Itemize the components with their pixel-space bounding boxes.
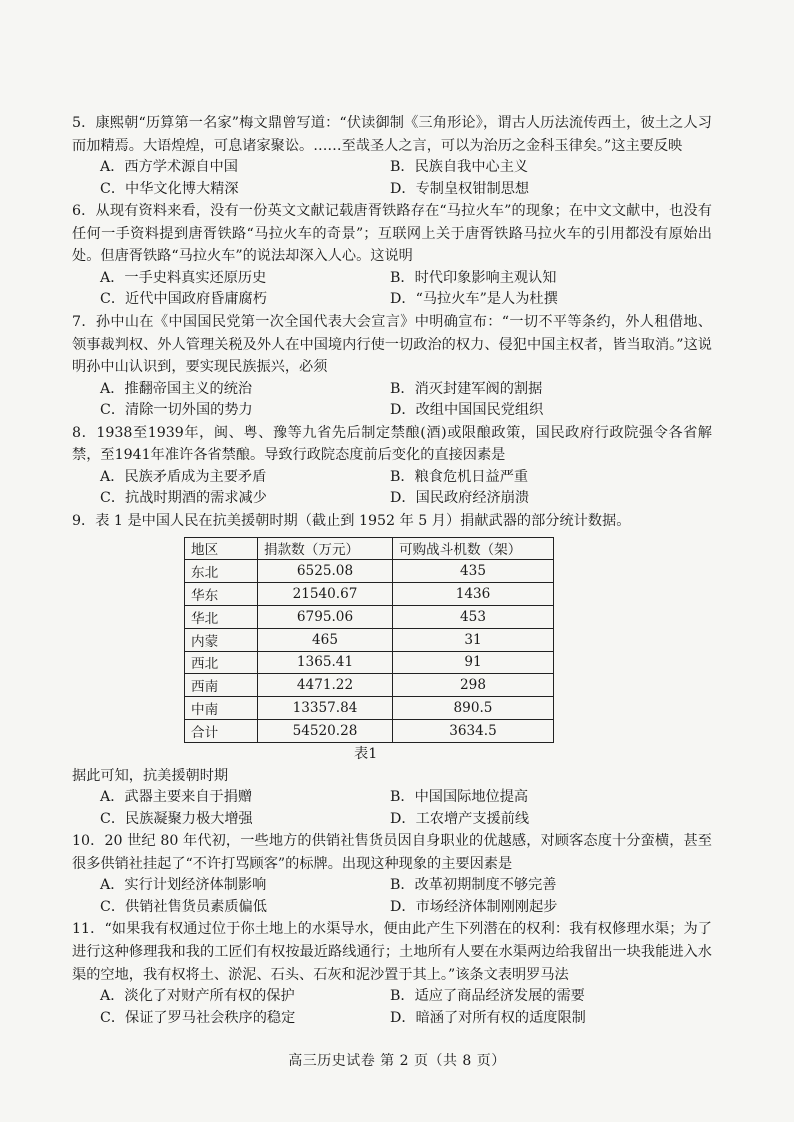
option-d[interactable]: D．改组中国国民党组织 bbox=[390, 402, 544, 419]
question-6-options bbox=[72, 268, 712, 311]
table-cell: 合计 bbox=[185, 719, 258, 742]
table-cell: 465 bbox=[258, 628, 393, 651]
table-cell: 1365.41 bbox=[258, 651, 393, 674]
table-cell: 6525.08 bbox=[258, 560, 393, 583]
question-10 bbox=[72, 830, 712, 918]
option-a[interactable]: A．淡化了对财产所有权的保护 bbox=[100, 988, 295, 1005]
page-footer: 高三历史试卷 第 2 页（共 8 页） bbox=[288, 1053, 506, 1069]
table-cell: 13357.84 bbox=[258, 697, 393, 720]
table-cell: 西北 bbox=[185, 651, 258, 674]
option-a[interactable]: A．实行计划经济体制影响 bbox=[100, 877, 267, 894]
question-7 bbox=[72, 311, 712, 422]
table-cell: 西南 bbox=[185, 674, 258, 697]
option-b[interactable]: B．适应了商品经济发展的需要 bbox=[390, 988, 585, 1005]
option-c[interactable]: C．中华文化博大精深 bbox=[100, 180, 239, 197]
table-row bbox=[185, 651, 554, 674]
table-header-row bbox=[185, 537, 554, 560]
question-8 bbox=[72, 422, 712, 510]
table-cell: 内蒙 bbox=[185, 628, 258, 651]
option-d[interactable]: D．国民政府经济崩溃 bbox=[390, 490, 530, 507]
table-cell: 54520.28 bbox=[258, 719, 393, 742]
option-d[interactable]: D．市场经济体制刚刚起步 bbox=[390, 898, 558, 915]
table-cell: 3634.5 bbox=[393, 719, 554, 742]
question-11 bbox=[72, 918, 712, 1029]
option-a[interactable]: A．民族矛盾成为主要矛盾 bbox=[100, 468, 267, 485]
table-row bbox=[185, 605, 554, 628]
table-row bbox=[185, 560, 554, 583]
table-row bbox=[185, 697, 554, 720]
question-7-options bbox=[72, 379, 712, 422]
column-header-aircraft: 可购战斗机数（架） bbox=[393, 537, 554, 560]
table-cell: 31 bbox=[393, 628, 554, 651]
option-b[interactable]: B．消灭封建军阀的割据 bbox=[390, 380, 543, 397]
question-8-options bbox=[72, 467, 712, 510]
option-b[interactable]: B．粮食危机日益严重 bbox=[390, 468, 529, 485]
option-c[interactable]: C．抗战时期酒的需求减少 bbox=[100, 490, 267, 507]
question-9 bbox=[72, 510, 712, 830]
option-b[interactable]: B．中国国际地位提高 bbox=[390, 789, 529, 806]
table-cell: 东北 bbox=[185, 560, 258, 583]
question-11-stem: 11．“如果我有权通过位于你土地上的水渠导水，便由此产生下列潜在的权利：我有权修理水渠；为了进行这种修理我和我的工匠们有权按最近路线通行；土地所有人要在水渠两边给我留出一块我能进入水渠的空地，我有权将土、淤泥、石头、石灰和泥沙置于其上。”该条文表明罗马法 bbox=[72, 921, 712, 983]
table-cell: 453 bbox=[393, 605, 554, 628]
question-5-stem: 5．康熙朝“历算第一名家”梅文鼎曾写道：“伏读御制《三角形论》，谓古人历法流传西土，彼土之人习而加精焉。大语煌煌，可息诸家聚讼。……至哉圣人之言，可以为治历之金科玉律矣。”这主要反映 bbox=[72, 115, 712, 154]
option-d[interactable]: D．“马拉火车”是人为杜撰 bbox=[390, 291, 558, 308]
table-cell: 890.5 bbox=[393, 697, 554, 720]
option-c[interactable]: C．民族凝聚力极大增强 bbox=[100, 810, 253, 827]
question-10-stem: 10．20 世纪 80 年代初，一些地方的供销社售货员因自身职业的优越感，对顾客态度十分蛮横，甚至很多供销社挂起了“不许打骂顾客”的标牌。出现这种现象的主要因素是 bbox=[72, 833, 712, 872]
question-11-options bbox=[72, 986, 712, 1029]
question-8-stem: 8．1938至1939年，闽、粤、豫等九省先后制定禁酿(酒)或限酿政策，国民政府行政院强令各省解禁，至1941年准许各省禁酿。导致行政院态度前后变化的直接因素是 bbox=[72, 424, 712, 464]
option-b[interactable]: B．改革初期制度不够完善 bbox=[390, 877, 557, 894]
option-c[interactable]: C．近代中国政府昏庸腐朽 bbox=[100, 291, 267, 308]
option-a[interactable]: A．一手史料真实还原历史 bbox=[100, 269, 267, 286]
table-cell: 6795.06 bbox=[258, 605, 393, 628]
option-c[interactable]: C．供销社售货员素质偏低 bbox=[100, 898, 267, 915]
column-header-region: 地区 bbox=[185, 537, 258, 560]
table-row bbox=[185, 674, 554, 697]
question-6-stem: 6．从现有资料来看，没有一份英文文献记载唐胥铁路存在“马拉火车”的现象；在中文文献中，也没有任何一手资料提到唐胥铁路“马拉火车的奇景”；互联网上关于唐胥铁路马拉火车的引用都没有原始出处。但唐胥铁路“马拉火车”的说法却深入人心。这说明 bbox=[72, 203, 712, 265]
table-row-total bbox=[185, 719, 554, 742]
table-cell: 21540.67 bbox=[258, 583, 393, 606]
question-6 bbox=[72, 200, 712, 311]
table-cell: 1436 bbox=[393, 583, 554, 606]
table-cell: 华北 bbox=[185, 605, 258, 628]
question-5 bbox=[72, 112, 712, 200]
question-7-stem: 7．孙中山在《中国国民党第一次全国代表大会宣言》中明确宣布：“一切不平等条约，外人租借地、领事裁判权、外人管理关税及外人在中国境内行使一切政治的权力、侵犯中国主权者，皆当取消。”这说明孙中山认识到，要实现民族振兴，必须 bbox=[72, 313, 712, 376]
option-d[interactable]: D．暗涵了对所有权的适度限制 bbox=[390, 1009, 586, 1026]
option-c[interactable]: C．清除一切外国的势力 bbox=[100, 402, 253, 419]
table-cell: 中南 bbox=[185, 697, 258, 720]
donation-table bbox=[184, 537, 554, 743]
option-b[interactable]: B．时代印象影响主观认知 bbox=[390, 269, 557, 286]
question-9-lead: 据此可知，抗美援朝时期 bbox=[72, 767, 229, 784]
option-c[interactable]: C．保证了罗马社会秩序的稳定 bbox=[100, 1009, 296, 1026]
option-d[interactable]: D．工农增产支援前线 bbox=[390, 810, 530, 827]
table-cell: 91 bbox=[393, 651, 554, 674]
table-row bbox=[185, 583, 554, 606]
table-cell: 298 bbox=[393, 674, 554, 697]
question-10-options bbox=[72, 875, 712, 918]
option-a[interactable]: A．西方学术源自中国 bbox=[100, 159, 238, 176]
table-cell: 华东 bbox=[185, 583, 258, 606]
question-9-stem: 9．表 1 是中国人民在抗美援朝时期（截止到 1952 年 5 月）捐献武器的部分统计数据。 bbox=[72, 512, 631, 529]
question-9-options bbox=[72, 787, 712, 830]
question-5-options bbox=[72, 157, 712, 200]
option-b[interactable]: B．民族自我中心主义 bbox=[390, 159, 529, 176]
table-cell: 435 bbox=[393, 560, 554, 583]
option-a[interactable]: A．武器主要来自于捐赠 bbox=[100, 789, 253, 806]
table-caption: 表1 bbox=[354, 745, 378, 762]
question-list bbox=[72, 112, 712, 1029]
column-header-donation: 捐款数（万元） bbox=[258, 537, 393, 560]
table-cell: 4471.22 bbox=[258, 674, 393, 697]
option-a[interactable]: A．推翻帝国主义的统治 bbox=[100, 380, 253, 397]
option-d[interactable]: D．专制皇权钳制思想 bbox=[390, 180, 530, 197]
table-row bbox=[185, 628, 554, 651]
